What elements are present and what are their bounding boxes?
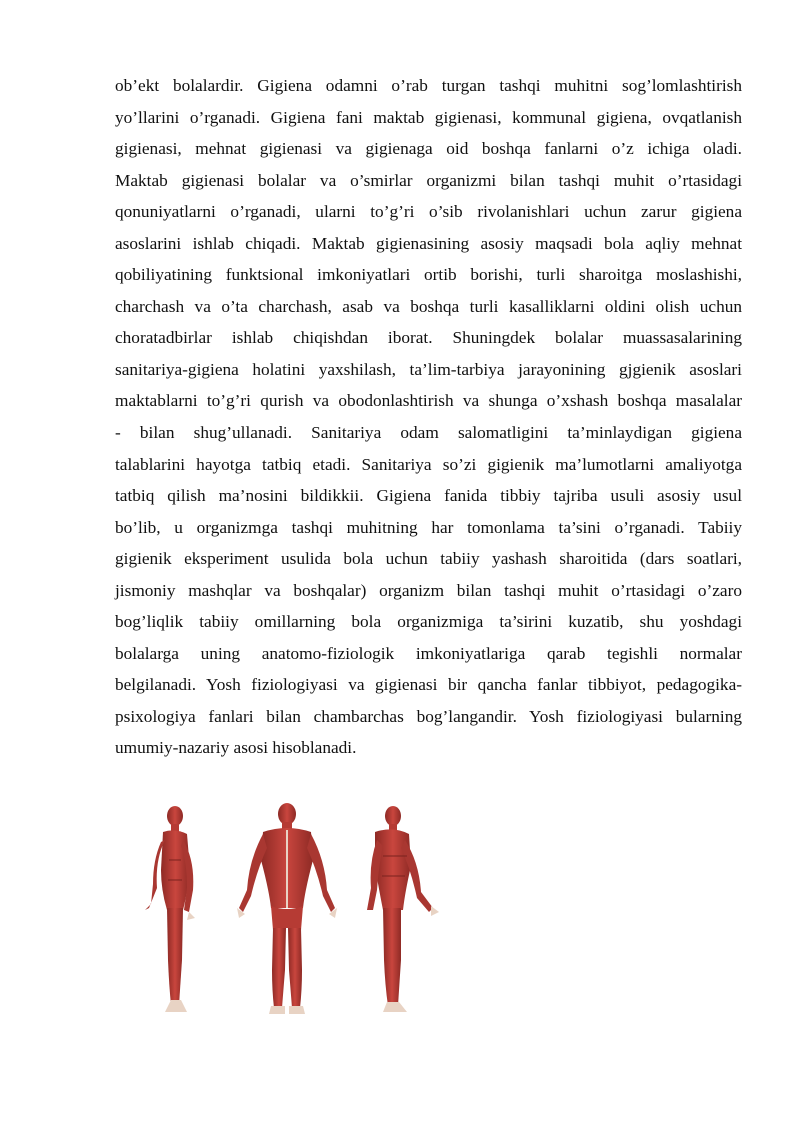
text-line: Maktab gigienasi bolalar va o’smirlar organizmi bilan tashqi muhit o’rtasidagi: [115, 170, 742, 190]
text-line: psixologiya fanlari bilan chambarchas bog’langandir. Yosh fiziologiyasi bularning: [115, 706, 742, 726]
text-line: tatbiq qilish ma’nosini bildikkii. Gigiena fanida tibbiy tajriba usuli asosiy usul: [115, 486, 742, 506]
back-view-figure: [237, 803, 337, 1014]
text-line: qobiliyatining funktsional imkoniyatlari ortib borishi, turli sharoitga moslashishi,: [115, 265, 742, 285]
side-view-figure: [145, 806, 195, 1012]
text-line: yo’llarini o’rganadi. Gigiena fani maktab gigienasi, kommunal gigiena, ovqatlanish: [115, 107, 742, 127]
text-line: talablarini hayotga tatbiq etadi. Sanitariya so’zi gigienik ma’lumotlarni amaliyotga: [115, 454, 742, 474]
text-line: qonuniyatlarni o’rganadi, ularni to’g’ri o’sib rivolanishlari uchun zarur gigiena: [115, 202, 742, 222]
muscle-anatomy-figure: [135, 800, 445, 1025]
text-line: jismoniy mashqlar va boshqalar) organizm bilan tashqi muhit o’rtasidagi o’zaro: [115, 580, 742, 600]
text-line: choratadbirlar ishlab chiqishdan iborat. Shuningdek bolalar muassasalarining: [115, 328, 742, 348]
text-line: maktablarni to’g’ri qurish va obodonlashtirish va shunga o’xshash boshqa masalalar: [115, 391, 742, 411]
text-line: gigienik eksperiment usulida bola uchun tabiiy yashash sharoitida (dars soatlari,: [115, 549, 742, 569]
body-paragraph: [115, 70, 742, 764]
text-line: bo’lib, u organizmga tashqi muhitning har tomonlama ta’sini o’rganadi. Tabiiy: [115, 517, 742, 537]
text-line: asoslarini ishlab chiqadi. Maktab gigienasining asosiy maqsadi bola aqliy mehnat: [115, 233, 742, 253]
human-muscle-anatomy-icon: [135, 800, 445, 1025]
text-line: - bilan shug’ullanadi. Sanitariya odam salomatligini ta’minlaydigan gigiena: [115, 423, 742, 443]
text-line: charchash va o’ta charchash, asab va boshqa turli kasalliklarni oldini olish uchun: [115, 296, 742, 316]
text-line: gigienasi, mehnat gigienasi va gigienaga oid boshqa fanlarni o’z ichiga oladi.: [115, 139, 742, 159]
text-line: ob’ekt bolalardir. Gigiena odamni o’rab turgan tashqi muhitni sog’lomlashtirish: [115, 76, 742, 95]
text-line: belgilanadi. Yosh fiziologiyasi va gigienasi bir qancha fanlar tibbiyot, pedagogika-: [115, 675, 742, 695]
three-quarter-view-figure: [367, 806, 439, 1012]
text-line: bog’liqlik tabiiy omillarning bola organizmiga ta’sirini kuzatib, shu yoshdagi: [115, 612, 742, 632]
text-line: bolalarga uning anatomo-fiziologik imkoniyatlariga qarab tegishli normalar: [115, 643, 742, 663]
text-line: sanitariya-gigiena holatini yaxshilash, ta’lim-tarbiya jarayonining gjgienik asoslari: [115, 359, 742, 379]
text-line-last: umumiy-nazariy asosi hisoblanadi.: [115, 738, 357, 758]
